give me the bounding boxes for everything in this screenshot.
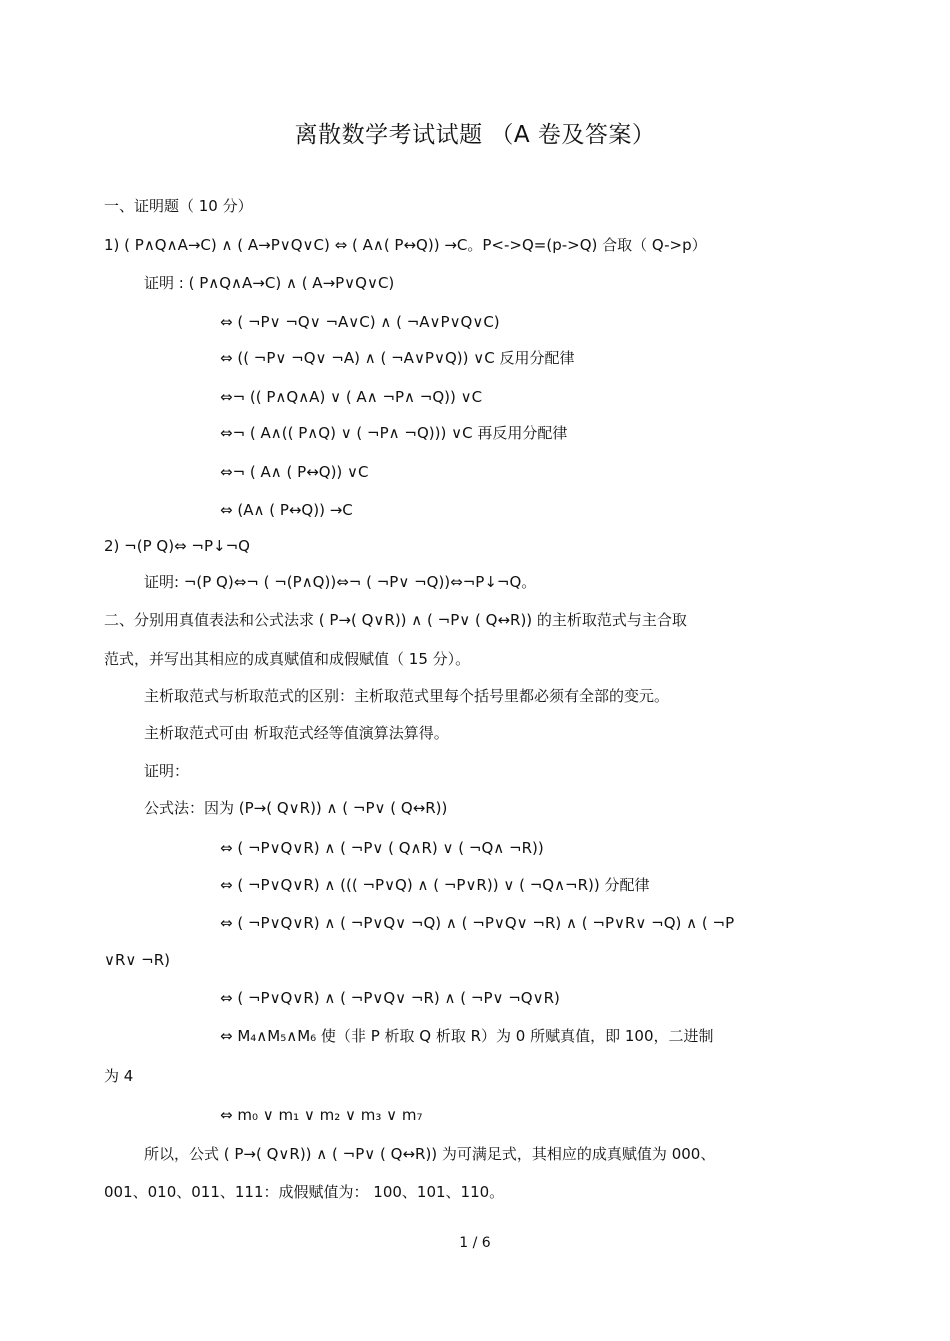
text-line: ⇔ (( ¬P∨ ¬Q∨ ¬A) ∧ ( ¬A∨P∨Q)) ∨C 反用分配律 bbox=[220, 349, 575, 367]
text-line: ⇔ m₀ ∨ m₁ ∨ m₂ ∨ m₃ ∨ m₇ bbox=[220, 1106, 423, 1124]
text-line: ⇔ ( ¬P∨Q∨R) ∧ ( ¬P∨Q∨ ¬Q) ∧ ( ¬P∨Q∨ ¬R) ∧ ( ¬P∨R∨ ¬Q) ∧ ( ¬P bbox=[220, 914, 735, 932]
text-line: 主析取范式可由 析取范式经等值演算法算得。 bbox=[144, 724, 449, 742]
text-line: ⇔ ( ¬P∨Q∨R) ∧ ( ¬P∨Q∨ ¬R) ∧ ( ¬P∨ ¬Q∨R) bbox=[220, 989, 560, 1007]
text-line: 证明: ¬(P Q)⇔¬ ( ¬(P∧Q))⇔¬ ( ¬P∨ ¬Q))⇔¬P↓¬Q。 bbox=[144, 573, 537, 591]
text-line: ⇔ ( ¬P∨Q∨R) ∧ ((( ¬P∨Q) ∧ ( ¬P∨R)) ∨ ( ¬Q∧¬R)) 分配律 bbox=[220, 876, 650, 894]
text-line: ⇔ ( ¬P∨ ¬Q∨ ¬A∨C) ∧ ( ¬A∨P∨Q∨C) bbox=[220, 313, 500, 331]
text-line: 001、010、011、111：成假赋值为： 100、101、110。 bbox=[104, 1183, 505, 1201]
text-line: ∨R∨ ¬R) bbox=[104, 951, 170, 969]
text-line: 所以，公式 ( P→( Q∨R)) ∧ ( ¬P∨ ( Q↔R)) 为可满足式，其相应的成真赋值为 000、 bbox=[144, 1145, 716, 1163]
text-line: 二、分别用真值表法和公式法求 ( P→( Q∨R)) ∧ ( ¬P∨ ( Q↔R)) 的主析取范式与主合取 bbox=[104, 611, 687, 629]
page-number: 1 / 6 bbox=[459, 1235, 491, 1251]
text-line: 证明 : ( P∧Q∧A→C) ∧ ( A→P∨Q∨C) bbox=[144, 274, 395, 292]
text-line: ⇔ M₄∧M₅∧M₆ 使（非 P 析取 Q 析取 R）为 0 所赋真值，即 100，二进制 bbox=[220, 1027, 714, 1045]
text-line: ⇔¬ (( P∧Q∧A) ∨ ( A∧ ¬P∧ ¬Q)) ∨C bbox=[220, 388, 483, 406]
text-line: 1) ( P∧Q∧A→C) ∧ ( A→P∨Q∨C) ⇔ ( A∧( P↔Q)) →C。P<->Q=(p->Q) 合取（ Q->p） bbox=[104, 236, 707, 254]
document-title: 离散数学考试试题 （A 卷及答案） bbox=[294, 122, 656, 148]
text-line: ⇔ ( ¬P∨Q∨R) ∧ ( ¬P∨ ( Q∧R) ∨ ( ¬Q∧ ¬R)) bbox=[220, 839, 544, 857]
text-line: 2) ¬(P Q)⇔ ¬P↓¬Q bbox=[104, 537, 250, 555]
text-line: 证明： bbox=[144, 762, 190, 780]
text-line: 公式法：因为 (P→( Q∨R)) ∧ ( ¬P∨ ( Q↔R)) bbox=[144, 799, 448, 817]
text-line: 范式，并写出其相应的成真赋值和成假赋值（ 15 分）。 bbox=[104, 650, 471, 668]
text-line: 为 4 bbox=[104, 1067, 134, 1085]
text-line: 一、证明题（ 10 分） bbox=[104, 197, 253, 215]
text-line: ⇔¬ ( A∧(( P∧Q) ∨ ( ¬P∧ ¬Q))) ∨C 再反用分配律 bbox=[220, 424, 568, 442]
text-line: ⇔¬ ( A∧ ( P↔Q)) ∨C bbox=[220, 463, 369, 481]
text-line: 主析取范式与析取范式的区别：主析取范式里每个括号里都必须有全部的变元。 bbox=[144, 687, 670, 705]
text-line: ⇔ (A∧ ( P↔Q)) →C bbox=[220, 501, 353, 519]
